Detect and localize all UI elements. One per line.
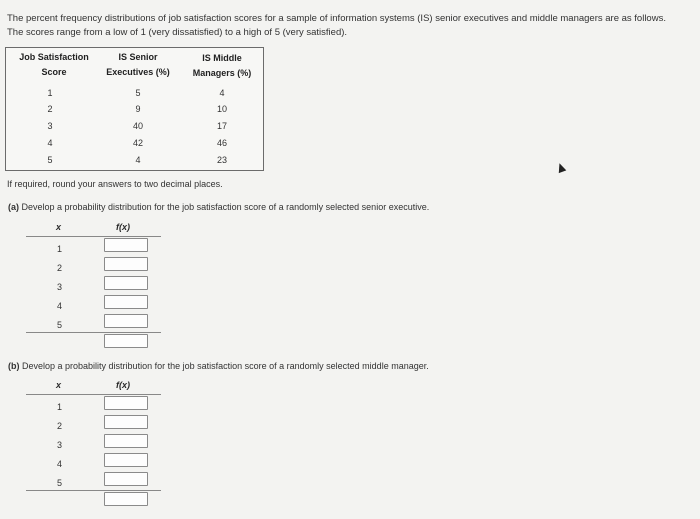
part-a-prompt xyxy=(8,202,429,212)
table-cell-middle: 23 xyxy=(216,155,227,165)
part-a-x-value: 2 xyxy=(57,263,63,273)
mouse-cursor-icon xyxy=(556,162,567,173)
table-cell-score: 3 xyxy=(47,121,53,131)
part-b-fx-input-5[interactable] xyxy=(104,472,148,486)
part-a-tag: (a) xyxy=(8,202,19,212)
part-b-fx-input-4[interactable] xyxy=(104,453,148,467)
header-score: Job Satisfaction Score xyxy=(19,52,89,77)
part-a-total-rule xyxy=(26,332,161,333)
table-cell-score: 4 xyxy=(47,138,53,148)
part-b-header-rule xyxy=(26,394,161,395)
part-a-fx-input-4[interactable] xyxy=(104,295,148,309)
part-a-x-value: 5 xyxy=(57,320,63,330)
part-a-x-value: 3 xyxy=(57,282,63,292)
part-b-fx-input-2[interactable] xyxy=(104,415,148,429)
satisfaction-data-table xyxy=(5,47,264,171)
part-a-distribution-table xyxy=(26,222,161,352)
table-cell-score: 5 xyxy=(47,155,53,165)
part-b-x-value: 3 xyxy=(57,440,63,450)
part-b-fx-input-1[interactable] xyxy=(104,396,148,410)
part-a-x-value: 1 xyxy=(57,244,63,254)
table-cell-senior: 42 xyxy=(132,138,143,148)
table-cell-score: 1 xyxy=(47,88,53,98)
part-a-fx-total-input[interactable] xyxy=(104,334,148,348)
table-cell-senior: 5 xyxy=(135,88,141,98)
table-cell-middle: 17 xyxy=(216,121,227,131)
part-b-fx-input-3[interactable] xyxy=(104,434,148,448)
part-b-distribution-table xyxy=(26,380,161,515)
part-b-fx-total-input[interactable] xyxy=(104,492,148,506)
part-a-col-x: x xyxy=(56,222,62,232)
rounding-note: If required, round your answers to two decimal places. xyxy=(7,179,223,189)
part-b-col-fx: f(x) xyxy=(116,380,130,390)
table-cell-senior: 40 xyxy=(132,121,143,131)
part-b-prompt xyxy=(8,361,429,371)
part-a-fx-input-1[interactable] xyxy=(104,238,148,252)
table-cell-score: 2 xyxy=(47,104,53,114)
part-b-text: Develop a probability distribution for the job satisfaction score of a randomly selected middle manager. xyxy=(19,361,429,371)
part-b-x-value: 1 xyxy=(57,402,63,412)
part-b-x-value: 4 xyxy=(57,459,63,469)
table-cell-senior: 4 xyxy=(135,155,141,165)
table-cell-middle: 4 xyxy=(219,88,225,98)
part-a-x-value: 4 xyxy=(57,301,63,311)
part-b-tag: (b) xyxy=(8,361,20,371)
table-cell-middle: 10 xyxy=(216,104,227,114)
part-a-text: Develop a probability distribution for the job satisfaction score of a randomly selected senior executive. xyxy=(19,202,430,212)
problem-intro xyxy=(7,12,697,40)
part-b-col-x: x xyxy=(56,380,62,390)
header-middle: IS Middle Managers (%) xyxy=(192,53,252,78)
header-senior: IS Senior Executives (%) xyxy=(106,52,170,77)
part-a-header-rule xyxy=(26,236,161,237)
part-b-x-value: 2 xyxy=(57,421,63,431)
part-b-total-rule xyxy=(26,490,161,491)
part-a-col-fx: f(x) xyxy=(116,222,130,232)
part-b-x-value: 5 xyxy=(57,478,63,488)
table-cell-middle: 46 xyxy=(216,138,227,148)
part-a-fx-input-3[interactable] xyxy=(104,276,148,290)
part-a-fx-input-2[interactable] xyxy=(104,257,148,271)
intro-line-2: The scores range from a low of 1 (very dissatisfied) to a high of 5 (very satisfied). xyxy=(7,27,348,38)
intro-line-1: The percent frequency distributions of job satisfaction scores for a sample of information systems (IS) senior executives and middle managers are as follows. xyxy=(7,13,666,24)
table-cell-senior: 9 xyxy=(135,104,141,114)
part-a-fx-input-5[interactable] xyxy=(104,314,148,328)
